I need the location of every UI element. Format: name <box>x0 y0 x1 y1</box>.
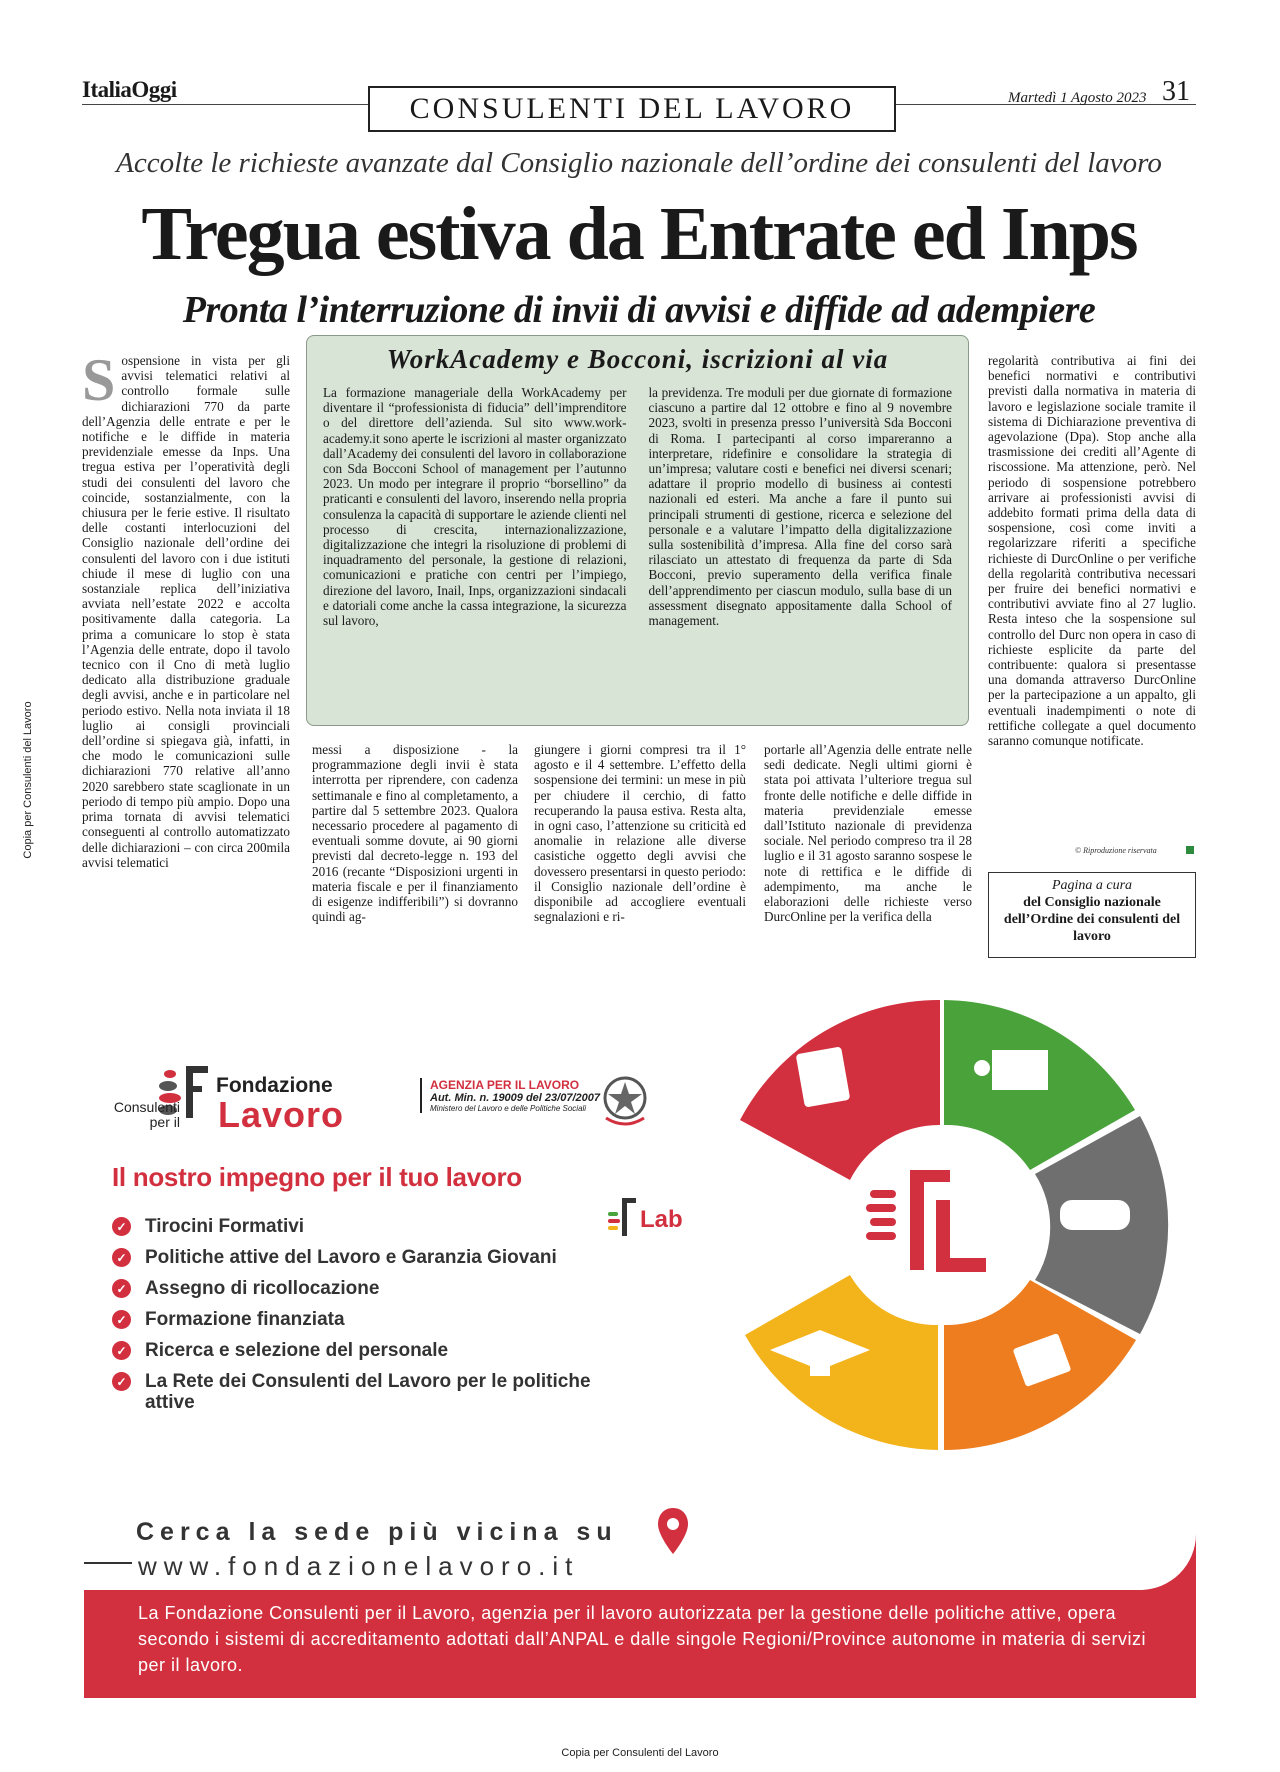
agency-info <box>420 1078 630 1113</box>
services-list <box>112 1216 612 1423</box>
end-mark <box>1186 846 1194 854</box>
handshake-icon <box>1060 1200 1130 1230</box>
check-icon: ✓ <box>112 1341 131 1360</box>
ad-call-to-action: Cerca la sede più vicina su <box>136 1518 618 1546</box>
service-item <box>112 1278 612 1299</box>
document-icon <box>796 1046 851 1107</box>
sidebar-box-column-2: la previdenza. Tre moduli per due giornate di formazione ciascuno a partire dal 12 ottobre e fino al 9 novembre 2023, svolti in presenza presso l’università Sda Bocconi di Roma. I partecipanti al corso impareranno a interpretare, ridefinire e consolidare la strategia di un’impresa; valutare costi e benefici nei diversi scenari; adattare il proprio modello di business ai contesti nazionali ed esteri. Ma anche a fare il punto sui principali strumenti di gestione, ricerca e selezione del personale e a valutare l’impatto della digitalizzazione sulla sostenibilità d’impresa. Alla fine del corso sarà rilasciato un attestato di frequenza da parte di Sda Bocconi, previo superamento della verifica finale dell’apprendimento per ciascun modulo, sulla base di un assessment disegnato appositamente dalla School of management. <box>648 385 952 629</box>
service-label: Formazione finanziata <box>145 1309 345 1330</box>
sidebar-box <box>306 335 969 726</box>
check-icon: ✓ <box>112 1310 131 1329</box>
logo-lavoro: Lavoro <box>218 1094 345 1135</box>
service-label: Ricerca e selezione del personale <box>145 1340 449 1361</box>
article-column-4: portarle all’Agenzia delle entrate nelle sedi dedicate. Negli ultimi giorni è stata poi attivata l’ulteriore tregua sul fronte delle notifiche e delle diffide in materia previdenziale emesse dall’Istituto nazionale di previdenza sociale. Nel periodo compreso tra il 28 luglio e il 31 agosto saranno sospese le note di rettifica e le diffide di adempimento, ma anche le elaborazioni delle richieste verso DurcOnline per la verifica della <box>764 742 972 925</box>
fondazione-lavoro-logo <box>112 1054 412 1142</box>
article-column-1 <box>82 353 290 960</box>
location-pin-icon <box>656 1506 690 1558</box>
url-underline <box>84 1562 132 1564</box>
article-column-1-text: ospensione in vista per gli avvisi telematici relativi al controllo formale sulle dichiarazioni 770 da parte dell’Agenzia delle entrate e per le notifiche e le diffide in materia previdenziale emesse da Inps. Una tregua estiva per l’operatività degli studi dei consulenti del lavoro che coincide, sostanzialmente, con la chiusura per le ferie estive. Il risultato delle costanti interlocuzioni del Consiglio nazionale dell’ordine dei consulenti del lavoro con i due istituti chiude il mese di luglio con una sostanziale replica dell’iniziativa avviata nell’estate 2022 e accolta positivamente dalla categoria. La prima a comunicare lo stop è stata l’Agenzia delle entrate, dopo il tavolo tecnico con il Cno di metà luglio dedicato alla distribuzione graduale degli avvisi, anche e in particolare nel periodo estivo. Nella nota inviata il 18 luglio ai consigli provinciali dell’ordine si spiegava già, infatti, in che modo le comunicazioni sulle dichiarazioni 770 relative all’anno 2020 sarebbero state scaglionate in un periodo di tempo più ampio. Dopo una prima tornata di avvisi telematici conseguenti al controllo automatizzato delle dichiarazioni – con circa 200mila avvisi telematici <box>82 353 290 870</box>
page-credit-author: del Consiglio nazionale dell’Ordine dei consulenti del lavoro <box>1003 895 1181 944</box>
bottom-copy-note: Copia per Consulenti del Lavoro <box>561 1747 719 1759</box>
agency-ministry: Ministero del Lavoro e delle Politiche Sociali <box>430 1104 587 1113</box>
ad-slogan: Il nostro impegno per il tuo lavoro <box>112 1162 522 1192</box>
italian-emblem-icon <box>600 1074 650 1128</box>
page-credit-box <box>988 872 1196 958</box>
check-icon: ✓ <box>112 1372 131 1391</box>
service-label: Tirocini Formativi <box>145 1216 305 1237</box>
agency-title: AGENZIA PER IL LAVORO <box>430 1078 580 1092</box>
section-title: CONSULENTI DEL LAVORO <box>368 86 896 132</box>
service-label: Assegno di ricollocazione <box>145 1278 380 1299</box>
page-credit-label: Pagina a cura <box>1051 878 1133 893</box>
ad-panel <box>84 978 1196 1590</box>
service-item <box>112 1371 612 1413</box>
service-label: La Rete dei Consulenti del Lavoro per le politiche attive <box>145 1371 591 1413</box>
check-icon: ✓ <box>112 1217 131 1236</box>
check-icon: ✓ <box>112 1279 131 1298</box>
fl-lab-text: Lab <box>640 1206 683 1233</box>
agency-authorization: Aut. Min. n. 19009 del 23/07/2007 <box>430 1092 600 1104</box>
dropcap: S <box>82 353 116 413</box>
logo-consulenti: Consulenti per il <box>113 1099 180 1130</box>
article-kicker: Accolte le richieste avanzate dal Consiglio nazionale dell’ordine dei consulenti del lavoro <box>116 147 1162 179</box>
article-subheadline: Pronta l’interruzione di invii di avvisi e diffide ad adempiere <box>182 289 1096 331</box>
article-column-3: giungere i giorni compresi tra il 1° agosto e il 4 settembre. L’effetto della sospensione dei termini: un mese in più per chiudere il cerchio, di fatto recuperando la pausa estiva. Resta alta, in ogni caso, l’attenzione su criticità ed anomalie in relazione alle diverse casistiche oggetto degli avvisi che dovessero presentarsi in questo periodo: il Consiglio nazionale dell’ordine è disponibile ad accogliere eventuali segnalazioni e ri- <box>534 742 746 925</box>
page-number: 31 <box>1162 76 1190 107</box>
fl-lab-icon <box>608 1194 638 1238</box>
service-item <box>112 1309 612 1330</box>
ad-footer-text: La Fondazione Consulenti per il Lavoro, agenzia per il lavoro autorizzata per la gestione delle politiche attive, opera secondo i sistemi di accreditamento adottati dall’ANPAL e dalle singole Regioni/Province autonome in materia di servizi per il lavoro. <box>138 1603 1146 1675</box>
services-wheel-graphic <box>700 990 1180 1460</box>
sidebar-box-title: WorkAcademy e Bocconi, iscrizioni al via <box>386 344 889 374</box>
article-column-2: messi a disposizione - la programmazione degli invii è stata interrotta per riprendere, con cadenza settimanale e fino al completamento, a partire dal 5 settembre 2023. Qualora necessario procedere al pagamento di eventuali somme dovute, ai 90 giorni previsti dal decreto-legge n. 193 del 2016 (recante “Disposizioni urgenti in materia fiscale e per il finanziamento di esigenze indifferibili”) si dovranno quindi ag- <box>312 742 518 925</box>
sidebar-box-column-1: La formazione manageriale della WorkAcademy per diventare il “professionista di fiducia” dell’imprenditore o del direttore dell’azienda. Sul sito www.work-academy.it sono aperte le iscrizioni al master organizzato dall’Academy dei consulenti del lavoro in collaborazione con Sda Bocconi School of management per l’autunno 2023. Un modo per integrare il proprio “borsellino” da praticanti e consulenti del lavoro, inserendo nella propria consulenza la capacità di supportare le aziende clienti nel processo di crescita, internazionalizzazione, digitalizzazione che integri la risoluzione di problemi di inquadramento del personale, la gestione di relazioni, comunicazioni e pratiche con centri per l’impiego, direzione del lavoro, Inail, Inps, organizzazioni sindacali e datoriali come anche la cassa integrazione, la sicurezza sul lavoro, <box>323 385 627 629</box>
newspaper-logo: ItaliaOggi <box>82 77 177 102</box>
service-item <box>112 1216 612 1237</box>
presentation-icon <box>992 1050 1048 1090</box>
ad-website-link[interactable]: www.fondazionelavoro.it <box>138 1551 580 1581</box>
service-item <box>112 1247 612 1268</box>
article-column-5: regolarità contributiva ai fini dei benefici normativi e contributivi previsti dalla normativa in materia di lavoro e legislazione sociale tramite il sistema di Dichiarazione preventiva di agevolazione (Dpa). Stop anche alla trasmissione dei crediti all’Agente di riscossione. Ma attenzione, però. Nel periodo di sospensione potrebbero arrivare ai professionisti avvisi di addebito formati prima della data di sospensione, così come inviti a regolarizzare riferiti a specifiche richieste di DurcOnline o per verifiche della regolarità contributiva necessari per fruire dei benefici normativi e contributivi avviate fino al 27 luglio. Resta inteso che la sospensione sul controllo del Durc non opera in caso di richieste esplicite da parte del contribuente: qualora si presentasse una domanda attraverso DurcOnline per la partecipazione a un appalto, gli eventuali inadempimenti o note di rettifiche collegate a quel documento saranno comunque notificate. <box>988 353 1196 749</box>
article-headline: Tregua estiva da Entrate ed Inps <box>141 192 1137 276</box>
service-item <box>112 1340 612 1361</box>
check-icon: ✓ <box>112 1248 131 1267</box>
service-label: Politiche attive del Lavoro e Garanzia Giovani <box>145 1247 557 1268</box>
advertisement <box>84 978 1196 1698</box>
issue-date: Martedì 1 Agosto 2023 <box>1008 90 1147 106</box>
copyright-note: © Riproduzione riservata <box>1075 846 1157 855</box>
logo-fondazione: Fondazione <box>216 1074 333 1097</box>
